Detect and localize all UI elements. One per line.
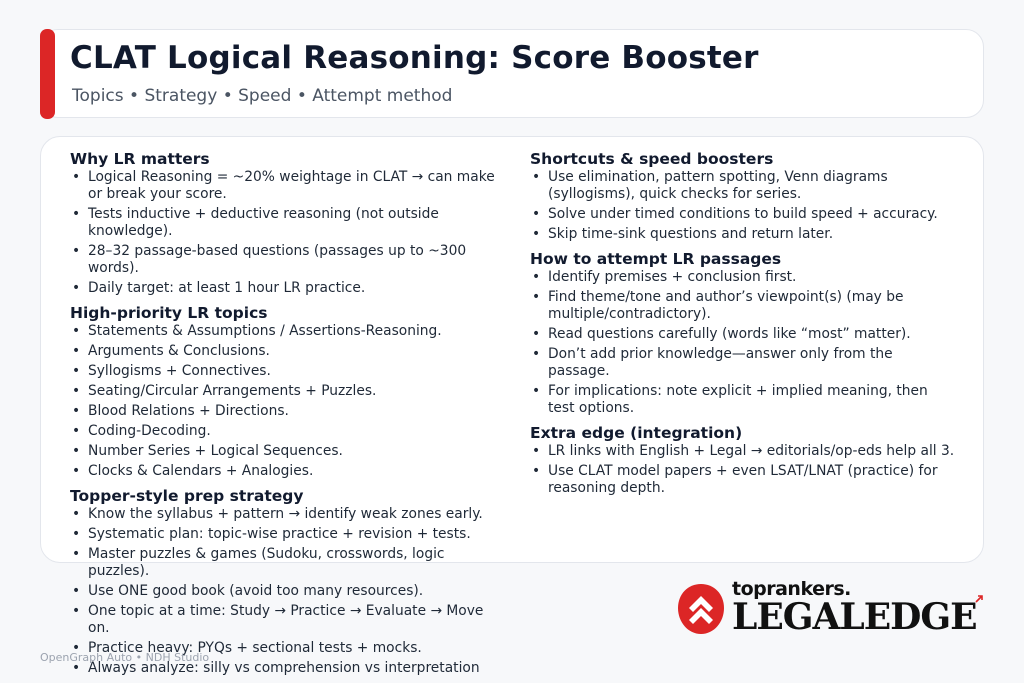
bullet-item: • Coding-Decoding. bbox=[70, 423, 500, 440]
bullet-list bbox=[70, 323, 500, 480]
accent-bar bbox=[40, 29, 55, 119]
bullet-item: • Number Series + Logical Sequences. bbox=[70, 443, 500, 460]
bullet-item: • Skip time-sink questions and return later. bbox=[530, 226, 955, 243]
section-title: Shortcuts & speed boosters bbox=[530, 150, 774, 168]
section-title: High-priority LR topics bbox=[70, 304, 268, 322]
bullet-item: • One topic at a time: Study → Practice → Evaluate → Move on. bbox=[70, 603, 500, 637]
bullet-item: • For implications: note explicit + implied meaning, then test options. bbox=[530, 383, 955, 417]
section-title: Topper-style prep strategy bbox=[70, 487, 304, 505]
logo-top-text: toprankers. bbox=[732, 578, 851, 600]
bullet-item: • Use CLAT model papers + even LSAT/LNAT (practice) for reasoning depth. bbox=[530, 463, 955, 497]
bullet-item: • Blood Relations + Directions. bbox=[70, 403, 500, 420]
section-title: Why LR matters bbox=[70, 150, 210, 168]
double-chevron-up-icon bbox=[676, 582, 726, 636]
bullet-list bbox=[530, 169, 955, 243]
registered-mark-icon bbox=[974, 594, 984, 604]
bullet-item: • Know the syllabus + pattern → identify weak zones early. bbox=[70, 506, 500, 523]
bullet-item: • Practice heavy: PYQs + sectional tests + mocks. bbox=[70, 640, 500, 657]
page-subtitle: Topics • Strategy • Speed • Attempt method bbox=[72, 86, 453, 106]
bullet-list bbox=[530, 443, 955, 497]
bullet-item: • Arguments & Conclusions. bbox=[70, 343, 500, 360]
bullet-item: • Clocks & Calendars + Analogies. bbox=[70, 463, 500, 480]
bullet-item: • 28–32 passage-based questions (passages up to ~300 words). bbox=[70, 243, 500, 277]
bullet-item: • Tests inductive + deductive reasoning (not outside knowledge). bbox=[70, 206, 500, 240]
bullet-item: • Solve under timed conditions to build speed + accuracy. bbox=[530, 206, 955, 223]
left-column bbox=[70, 149, 500, 683]
bullet-list bbox=[530, 269, 955, 417]
bullet-item: • LR links with English + Legal → editorials/op-eds help all 3. bbox=[530, 443, 955, 460]
section-title: How to attempt LR passages bbox=[530, 250, 782, 268]
section-title: Extra edge (integration) bbox=[530, 424, 743, 442]
legaledge-logo bbox=[676, 578, 986, 639]
page-title: CLAT Logical Reasoning: Score Booster bbox=[70, 40, 759, 76]
bullet-item: • Find theme/tone and author’s viewpoint(s) (may be multiple/contradictory). bbox=[530, 289, 955, 323]
bullet-list bbox=[70, 169, 500, 297]
bullet-item: • Read questions carefully (words like “most” matter). bbox=[530, 326, 955, 343]
bullet-item: • Daily target: at least 1 hour LR practice. bbox=[70, 280, 500, 297]
bullet-item: • Use ONE good book (avoid too many resources). bbox=[70, 583, 500, 600]
bullet-item: • Always analyze: silly vs comprehension vs interpretation bbox=[70, 660, 500, 677]
bullet-item: • Statements & Assumptions / Assertions-Reasoning. bbox=[70, 323, 500, 340]
bullet-item: • Systematic plan: topic-wise practice + revision + tests. bbox=[70, 526, 500, 543]
logo-main-text: LEGALEDGE bbox=[732, 596, 977, 638]
bullet-item: • Master puzzles & games (Sudoku, crosswords, logic puzzles). bbox=[70, 546, 500, 580]
right-column bbox=[530, 149, 955, 503]
footer-credit: OpenGraph Auto • NDH Studio bbox=[40, 651, 210, 664]
bullet-item: • Logical Reasoning = ~20% weightage in CLAT → can make or break your score. bbox=[70, 169, 500, 203]
bullet-item: • Identify premises + conclusion first. bbox=[530, 269, 955, 286]
bullet-item: • Don’t add prior knowledge—answer only from the passage. bbox=[530, 346, 955, 380]
bullet-item: • Seating/Circular Arrangements + Puzzles. bbox=[70, 383, 500, 400]
bullet-item: • Use elimination, pattern spotting, Venn diagrams (syllogisms), quick checks for series. bbox=[530, 169, 955, 203]
bullet-item: • Syllogisms + Connectives. bbox=[70, 363, 500, 380]
